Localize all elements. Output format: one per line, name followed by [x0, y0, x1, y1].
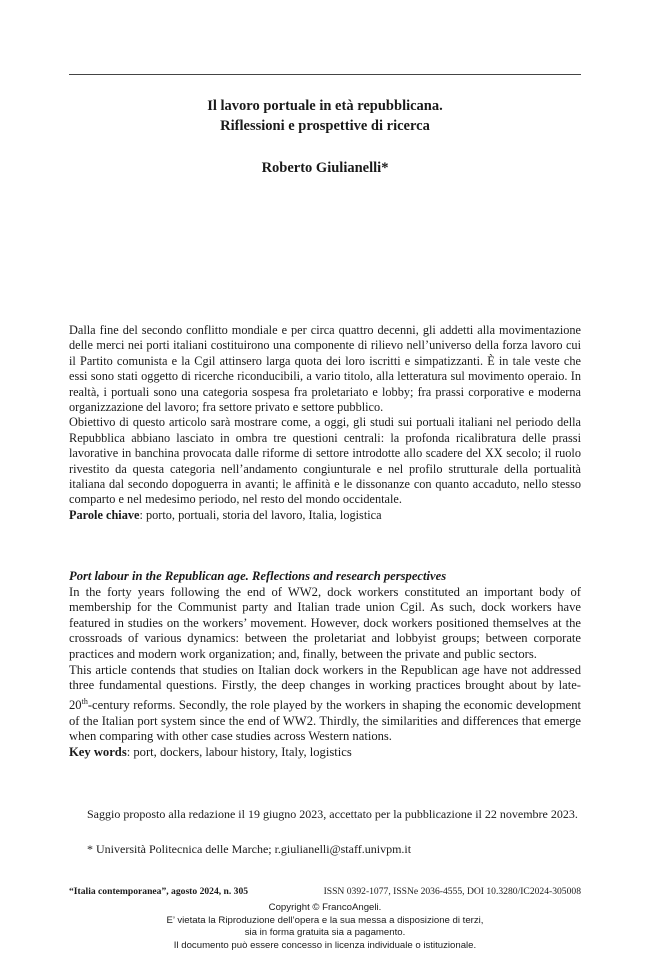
copyright-notice [69, 902, 581, 952]
journal-footer [69, 886, 581, 898]
article-title [69, 96, 581, 136]
abstract-it-paragraph-2: Obiettivo di questo articolo sarà mostrare come, a oggi, gli studi sui portuali italiani nel periodo della Repubblica abbiano lasciato in ombra tre questioni centrali: la profonda ricalibratura delle prassi lavorative in banchina provocata dalle riforme di settore introdotte allo scadere del XX secolo; il ruolo rivestito da questa categoria nell’andamento congiunturale e nel profilo strutturale della portualità italiana dal secondo dopoguerra in avanti; le affinità e le dissonanze con quanto accaduto, nello stesso comparto e nel medesimo periodo, nel resto del mondo occidentale. [69, 415, 581, 507]
keywords-it [69, 508, 581, 523]
abstract-en-paragraph-2-part-b: -century reforms. Secondly, the role played by the workers in shaping the economic development of the Italian port system since the end of WW2. Thirdly, the similarities and differences that emerge when comparing with other case studies across Western nations. [69, 697, 581, 744]
keywords-en-label: Key words [69, 744, 127, 759]
abstract-en-paragraph-2-part-a: This article contends that studies on Italian dock workers in the Republican age have not addressed three fundamental questions. Firstly, the deep changes in working practices brought about by late-20 [69, 662, 581, 712]
keywords-en [69, 745, 581, 761]
copyright-line-4: Il documento può essere concesso in licenza individuale o istituzionale. [173, 939, 477, 951]
copyright-line-2: E’ vietata la Riproduzione dell’opera e la sua messa a disposizione di terzi, [166, 914, 484, 926]
abstract-en-paragraph-2 [69, 663, 581, 745]
copyright-line-3: sia in forma gratuita sia a pagamento. [244, 927, 406, 938]
keywords-it-label: Parole chiave [69, 507, 140, 522]
article-title-line2: Riflessioni e prospettive di ricerca [220, 118, 430, 134]
article-title-line1: Il lavoro portuale in età repubblicana. [207, 98, 443, 114]
header-rule [69, 74, 581, 75]
keywords-en-list: : port, dockers, labour history, Italy, logistics [126, 744, 352, 759]
abstract-italian [69, 323, 581, 523]
abstract-en-paragraph-1: In the forty years following the end of WW2, dock workers constituted an important body of membership for the Communist party and Italian trade union Cgil. As such, dock workers have featured in studies on the workers’ movement. However, dock workers positioned themselves at the crossroads of various dynamics: between the proletariat and lobbyist groups; between corporate practices and modern work organization; and, finally, between the private and public sectors. [69, 584, 581, 661]
keywords-it-list: : porto, portuali, storia del lavoro, Italia, logistica [139, 507, 382, 522]
abstract-en-title: Port labour in the Republican age. Reflections and research perspectives [69, 569, 447, 583]
copyright-line-1: Copyright © FrancoAngeli. [268, 902, 382, 913]
abstract-it-paragraph-1: Dalla fine del secondo conflitto mondiale e per circa quattro decenni, gli addetti alla movimentazione delle merci nei porti italiani costituirono una componente di rilievo nell’universo della forza lavoro cui il Partito comunista e la Cgil attinsero larga quota dei loro iscritti e simpatizzanti. È in tale veste che essi sono stati oggetto di ricerche riconducibili, a vario titolo, alla letteratura sul movimento operaio. In realtà, i portuali sono una categoria sospesa fra proletariato e lobby; fra prassi corporative e moderna organizzazione del lavoro; fra settore privato e settore pubblico. [69, 323, 581, 415]
journal-identifiers: ISSN 0392-1077, ISSNe 2036-4555, DOI 10.3280/IC2024-305008 [323, 886, 581, 897]
ordinal-superscript: th [81, 696, 88, 706]
article-author: Roberto Giulianelli* [261, 160, 389, 176]
journal-citation: “Italia contemporanea”, agosto 2024, n. 305 [69, 886, 249, 897]
submission-note: Saggio proposto alla redazione il 19 giugno 2023, accettato per la pubblicazione il 22 novembre 2023. [87, 807, 578, 821]
affiliation-note: * Università Politecnica delle Marche; r.giulianelli@staff.univpm.it [87, 842, 412, 856]
abstract-english [69, 569, 581, 760]
